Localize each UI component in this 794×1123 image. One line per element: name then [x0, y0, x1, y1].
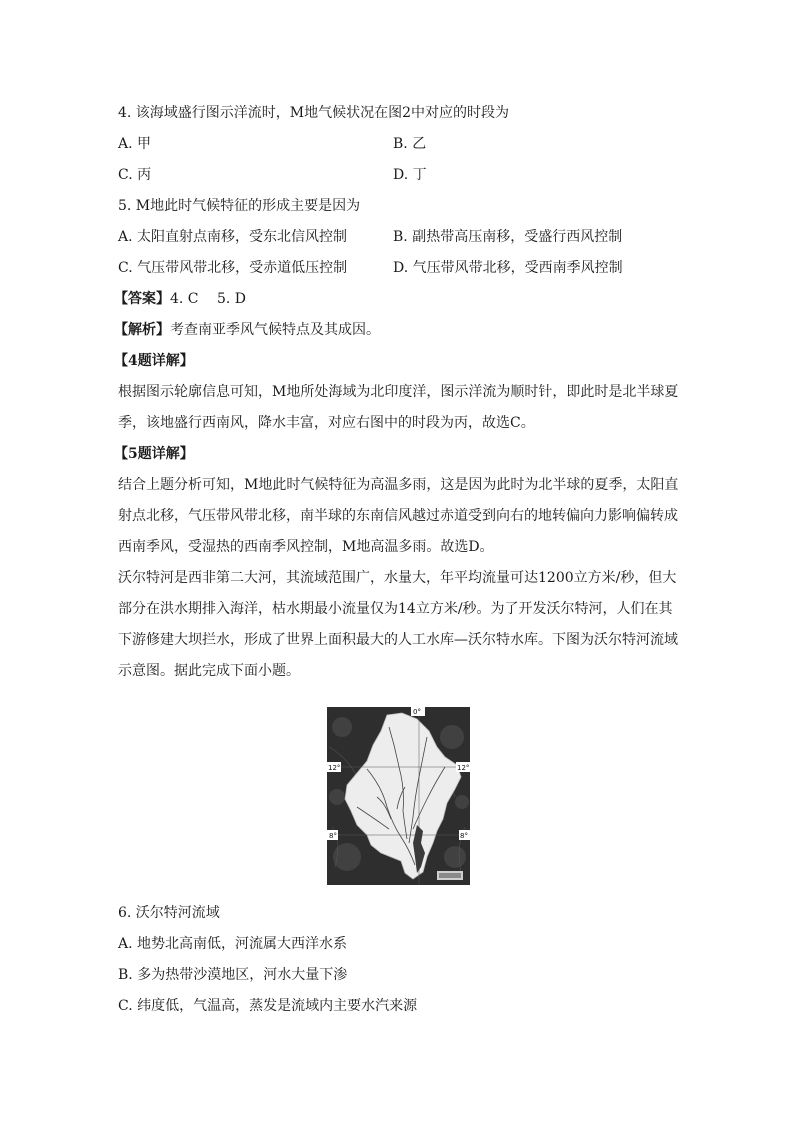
analysis-line: [114, 320, 380, 340]
detail5-paragraph: [118, 470, 678, 563]
q6-stem: 6. 沃尔特河流域: [118, 905, 220, 921]
answer-label: 【答案】: [114, 291, 170, 307]
answer-text: 4. C 5. D: [170, 291, 247, 307]
detail5-line: 结合上题分析可知，M地此时气候特征为高温多雨，这是因为此时为北半球的夏季，太阳直: [118, 477, 679, 493]
q6-option-a: A. 地势北高南低，河流属大西洋水系: [118, 936, 348, 952]
q5-option-d: D. 气压带风带北移，受西南季风控制: [393, 260, 623, 276]
map-label-left-top: 12°: [328, 764, 341, 772]
detail4-paragraph: [118, 377, 678, 439]
detail4-line: 根据图示轮廓信息可知，M地所处海域为北印度洋，图示洋流为顺时针，即此时是北半球夏: [118, 384, 679, 400]
detail4-heading: 【4题详解】: [114, 353, 194, 369]
q5-option-c: C. 气压带风带北移，受赤道低压控制: [118, 260, 348, 276]
detail5-line: 西南季风，受湿热的西南季风控制，M地高温多雨。故选D。: [118, 539, 494, 555]
answer-line: [114, 289, 246, 309]
q5-stem: 5. M地此时气候特征的形成主要是因为: [118, 198, 361, 214]
map-label-left-bottom: 8°: [329, 832, 337, 840]
passage-line: 部分在洪水期排入海洋，枯水期最小流量仅为14立方米/秒。为了开发沃尔特河，人们在其: [118, 601, 673, 617]
q4-option-a: A. 甲: [118, 136, 152, 152]
map-label-right-top: 12°: [457, 764, 470, 772]
q5-option-a: A. 太阳直射点南移，受东北信风控制: [118, 229, 348, 245]
detail5-line: 射点北移，气压带风带北移，南半球的东南信风越过赤道受到向右的地转偏向力影响偏转成: [118, 508, 678, 524]
analysis-text: 考查南亚季风气候特点及其成因。: [170, 322, 380, 338]
passage-line: 沃尔特河是西非第二大河，其流域范围广，水量大，年平均流量可达1200立方米/秒，但大: [118, 570, 677, 586]
map-label-top: 0°: [413, 708, 421, 716]
q4-option-d: D. 丁: [393, 167, 427, 183]
passage-line: 下游修建大坝拦水，形成了世界上面积最大的人工水库—沃尔特水库。下图为沃尔特河流域: [118, 632, 678, 648]
passage-paragraph: [118, 563, 678, 687]
q5-option-b: B. 副热带高压南移，受盛行西风控制: [393, 229, 623, 245]
q4-stem: 4. 该海域盛行图示洋流时，M地气候状况在图2中对应的时段为: [118, 105, 510, 121]
q6-option-c: C. 纬度低，气温高，蒸发是流域内主要水汽来源: [118, 998, 418, 1014]
analysis-label: 【解析】: [114, 322, 170, 338]
volta-basin-map: [327, 707, 470, 885]
q4-option-c: C. 丙: [118, 167, 152, 183]
map-label-right-bottom: 8°: [460, 832, 468, 840]
detail4-line: 季，该地盛行西南风，降水丰富，对应右图中的时段为丙，故选C。: [118, 415, 535, 431]
detail5-heading: 【5题详解】: [114, 446, 194, 462]
q4-option-b: B. 乙: [393, 136, 427, 152]
q6-option-b: B. 多为热带沙漠地区，河水大量下渗: [118, 967, 348, 983]
passage-line: 示意图。据此完成下面小题。: [118, 663, 300, 679]
